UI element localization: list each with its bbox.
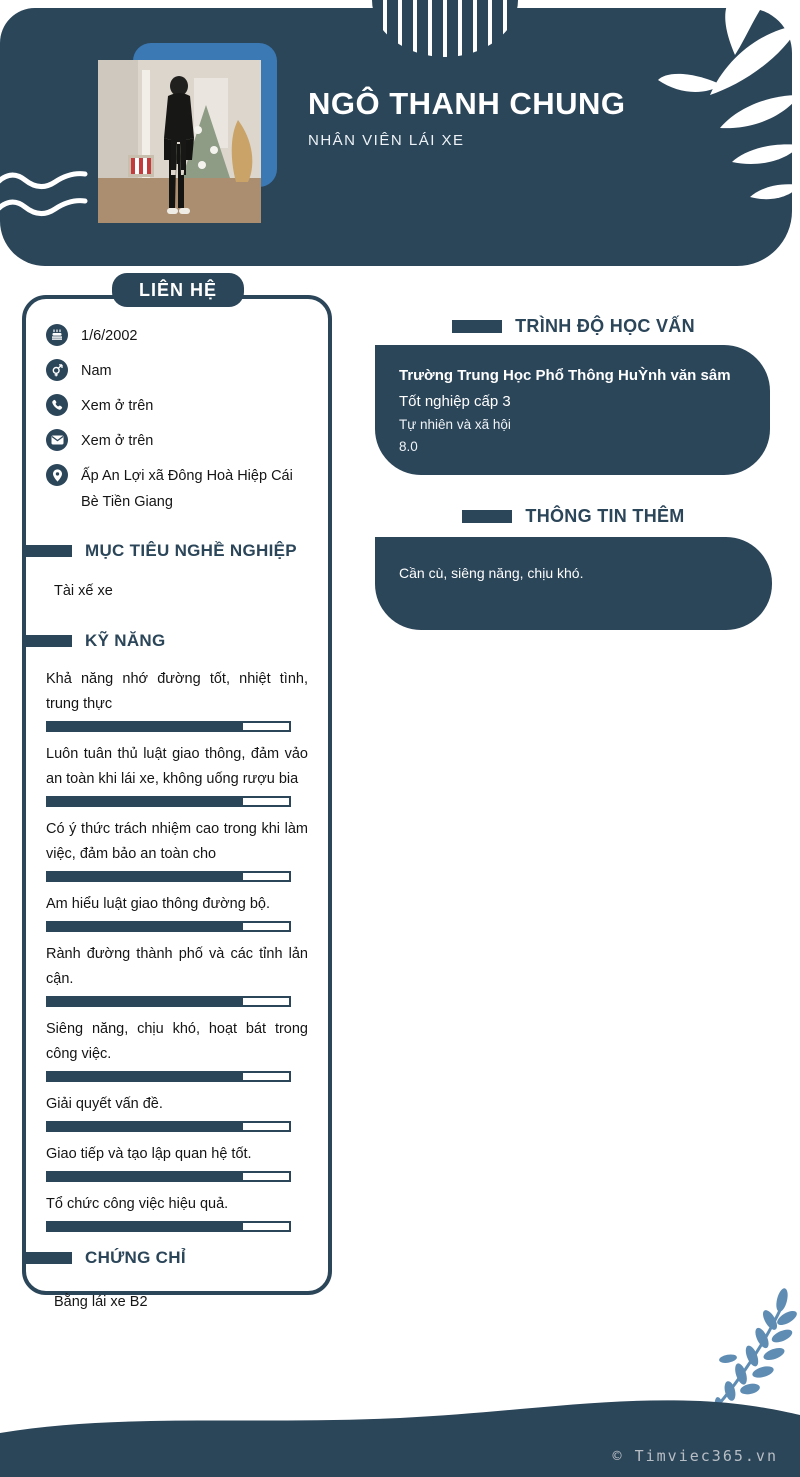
skill-progress-fill [48,723,243,730]
skill-item [46,1017,308,1082]
education-gpa: 8.0 [399,439,418,454]
contact-item-text: Nam [81,363,112,379]
skill-item [46,1192,308,1232]
certificates-heading: CHỨNG CHỈ [22,1248,308,1268]
skill-progress-bar [46,721,291,732]
skill-label: Luôn tuân thủ luật giao thông, đảm vảo an toàn khi lái xe, không uống rượu bia [46,746,308,787]
heading-bar [22,545,72,557]
skill-item [46,1142,308,1182]
contact-item-text: Xem ở trên [81,398,154,414]
education-school: Trường Trung Học Phổ Thông HuỲnh văn sâm [399,367,731,384]
gender-icon [46,359,68,381]
skill-progress-bar [46,996,291,1007]
left-column-box [22,295,332,1310]
contact-item-text: Ấp An Lợi xã Đông Hoà Hiệp Cái Bè Tiền Giang [81,468,293,510]
skill-item [46,742,308,807]
additional-info-heading: THÔNG TIN THÊM [375,506,772,527]
additional-info-card [375,537,772,630]
skill-progress-bar [46,1171,291,1182]
skill-progress-fill [48,798,243,805]
brand-watermark: © Timviec365.vn [612,1447,778,1465]
skill-progress-fill [48,998,243,1005]
skill-progress-bar [46,1121,291,1132]
skill-progress-fill [48,1123,243,1130]
contact-item [46,323,308,349]
skill-progress-bar [46,1071,291,1082]
skill-progress-fill [48,1173,243,1180]
additional-info-text: Cần cù, siêng năng, chịu khó. [399,565,584,581]
wavy-lines-decoration [0,160,90,230]
skill-label: Giao tiếp và tạo lập quan hệ tốt. [46,1146,252,1162]
skill-progress-bar [46,871,291,882]
skill-progress-fill [48,1223,243,1230]
candidate-name: NGÔ THANH CHUNG [308,86,626,121]
contact-item [46,393,308,419]
contact-item [46,358,308,384]
contact-item-text: 1/6/2002 [81,328,138,344]
skill-label: Giải quyết vấn đề. [46,1096,163,1112]
skill-progress-bar [46,1221,291,1232]
skill-progress-fill [48,1073,243,1080]
heading-bar [462,510,512,523]
skill-item [46,1092,308,1132]
skill-progress-fill [48,923,243,930]
skill-label: Siêng năng, chịu khó, hoạt bát trong công việc. [46,1021,308,1062]
objective-text: Tài xế xe [54,583,113,599]
education-degree: Tốt nghiệp cấp 3 [399,393,511,410]
birthday-icon [46,324,68,346]
skill-item [46,667,308,732]
certificates-list [46,1294,308,1310]
skill-item [46,892,308,932]
skills-heading: KỸ NĂNG [22,631,308,651]
skill-label: Rành đường thành phố và các tỉnh lản cận. [46,946,308,987]
candidate-job-title: NHÂN VIÊN LÁI XE [308,132,465,149]
education-card [375,345,770,475]
skill-item [46,942,308,1007]
skill-progress-bar [46,921,291,932]
location-icon [46,464,68,486]
skill-progress-fill [48,873,243,880]
heading-bar [452,320,502,333]
phone-icon [46,394,68,416]
mail-icon [46,429,68,451]
skill-label: Có ý thức trách nhiệm cao trong khi làm việc, đảm bảo an toàn cho [46,821,308,862]
profile-photo [98,60,261,223]
education-heading: TRÌNH ĐỘ HỌC VẤN [375,316,772,337]
heading-bar [22,635,72,647]
skill-label: Tổ chức công việc hiệu quả. [46,1196,229,1212]
skill-progress-bar [46,796,291,807]
contact-section-title: LIÊN HỆ [112,273,244,307]
skills-list [46,667,308,1232]
certificate-item: Bằng lái xe B2 [54,1294,148,1310]
contact-item [46,463,308,515]
contact-item [46,428,308,454]
contact-list [46,323,308,515]
skill-item [46,817,308,882]
skill-label: Khả năng nhớ đường tốt, nhiệt tình, trung thực [46,671,308,712]
education-major: Tự nhiên và xã hội [399,417,511,432]
objective-heading: MỤC TIÊU NGHỀ NGHIỆP [22,541,308,561]
heading-bar [22,1252,72,1264]
contact-item-text: Xem ở trên [81,433,154,449]
skill-label: Am hiểu luật giao thông đường bộ. [46,896,270,912]
